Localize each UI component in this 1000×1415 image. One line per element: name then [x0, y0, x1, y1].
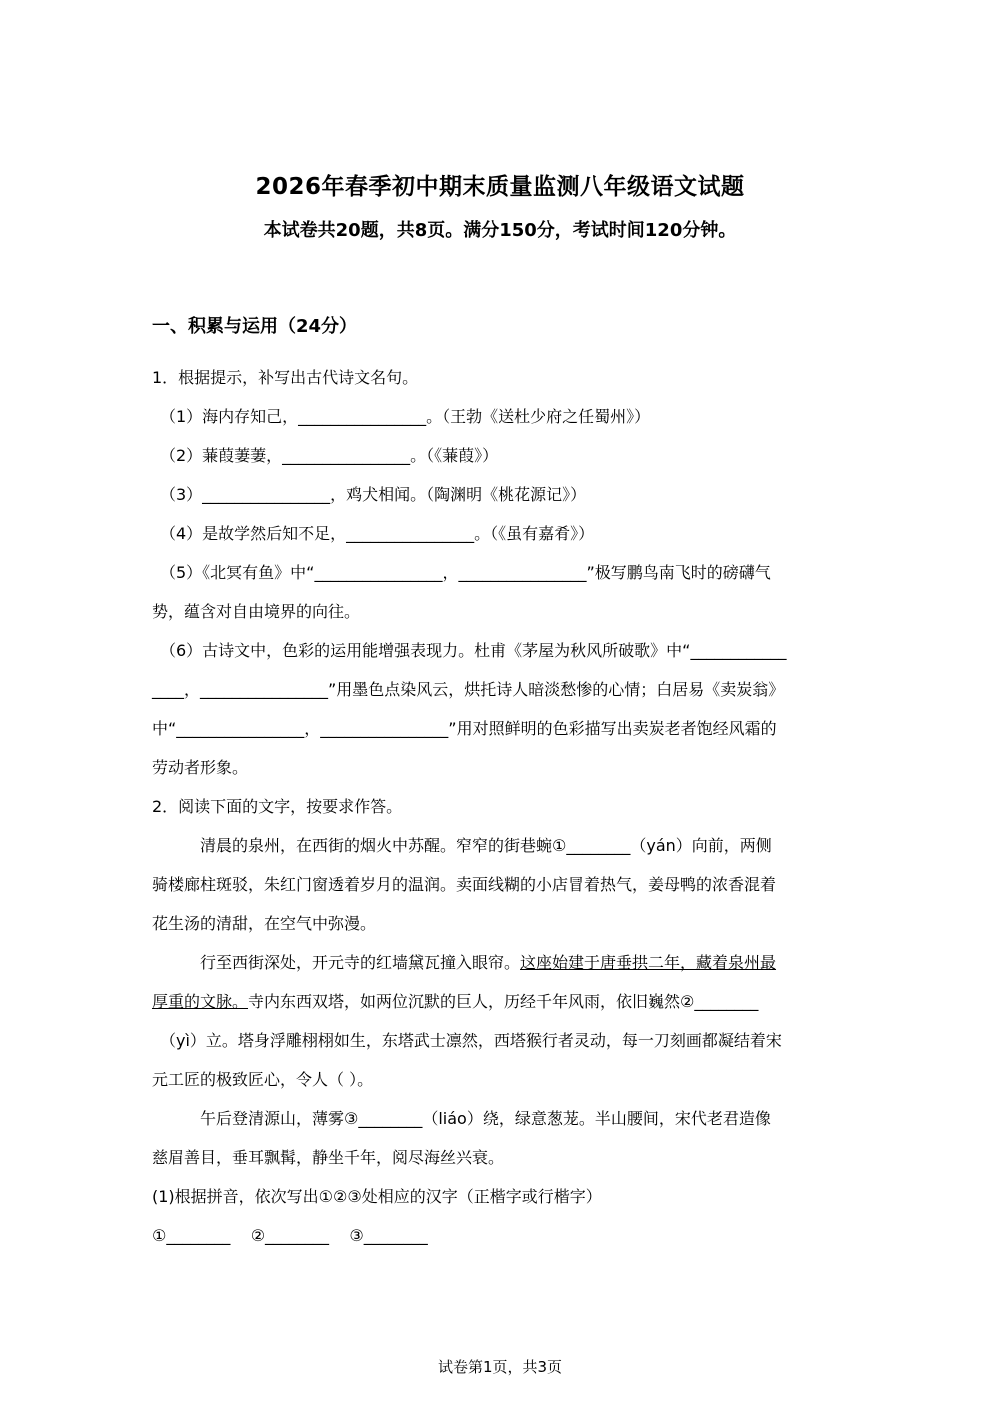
passage-line: 花生汤的清甜，在空气中弥漫。	[152, 914, 377, 933]
answer-blanks: ①________ ②________ ③________	[152, 1226, 428, 1245]
passage-line: （yì）立。塔身浮雕栩栩如生，东塔武士凛然，西塔猴行者灵动，每一刀刻画都凝结着宋	[160, 1031, 782, 1050]
exam-instructions: 本试卷共20题，共8页。满分150分，考试时间120分钟。	[263, 220, 737, 241]
sub-question: (1)根据拼音，依次写出①②③处相应的汉字（正楷字或行楷字）	[152, 1187, 602, 1206]
question-1-item: 势，蕴含对自由境界的向往。	[152, 602, 361, 621]
section-heading: 一、积累与运用（24分）	[152, 316, 358, 337]
question-1-item: （2）蒹葭萋萋，________________。（《蒹葭》）	[160, 446, 499, 465]
page-footer: 试卷第1页，共3页	[437, 1358, 563, 1376]
passage-line	[152, 991, 852, 1013]
question-1-item: （3）________________，鸡犬相闻。（陶渊明《桃花源记》）	[160, 485, 587, 504]
passage-text: 行至西街深处，开元寺的红墙黛瓦撞入眼帘。	[200, 953, 521, 972]
question-1-item: （4）是故学然后知不足，________________。（《虽有嘉肴》）	[160, 524, 595, 543]
underlined-sentence: 这座始建于唐垂拱二年，藏着泉州最	[520, 953, 777, 972]
passage-line: 元工匠的极致匠心，令人（ ）。	[152, 1070, 374, 1089]
question-1-item: 中“________________，________________”用对照鲜明的色彩描写出卖炭老者饱经风霜的	[152, 719, 777, 738]
passage-line	[200, 952, 900, 974]
question-1-item: ____，________________”用墨色点染风云，烘托诗人暗淡愁惨的心情；白居易《卖炭翁》	[152, 680, 785, 699]
passage-line: 午后登清源山，薄雾③________（liáo）绕，绿意葱茏。半山腰间，宋代老君造像	[200, 1109, 771, 1128]
question-1-item: （6）古诗文中，色彩的运用能增强表现力。杜甫《茅屋为秋风所破歌》中“____________	[160, 641, 787, 660]
page-title: 2026年春季初中期末质量监测八年级语文试题	[255, 174, 745, 200]
passage-text: 寺内东西双塔，如两位沉默的巨人，历经千年风雨，依旧巍然②________	[248, 992, 759, 1011]
question-1-item: 劳动者形象。	[152, 758, 249, 777]
question-2-stem: 2．阅读下面的文字，按要求作答。	[152, 797, 403, 816]
underlined-sentence: 厚重的文脉。	[152, 992, 249, 1011]
passage-line: 骑楼廊柱斑驳，朱红门窗透着岁月的温润。卖面线糊的小店冒着热气，姜母鸭的浓香混着	[152, 875, 777, 894]
question-1-item: （1）海内存知己，________________。（王勃《送杜少府之任蜀州》）	[160, 407, 651, 426]
question-1-item: （5）《北冥有鱼》中“________________，________________”极写鹏鸟南飞时的磅礴气	[160, 563, 771, 582]
passage-line: 清晨的泉州，在西街的烟火中苏醒。窄窄的街巷蜿①________（yán）向前，两侧	[200, 836, 772, 855]
passage-line: 慈眉善目，垂耳飘髯，静坐千年，阅尽海丝兴衰。	[152, 1148, 505, 1167]
question-1-stem: 1．根据提示，补写出古代诗文名句。	[152, 368, 419, 387]
